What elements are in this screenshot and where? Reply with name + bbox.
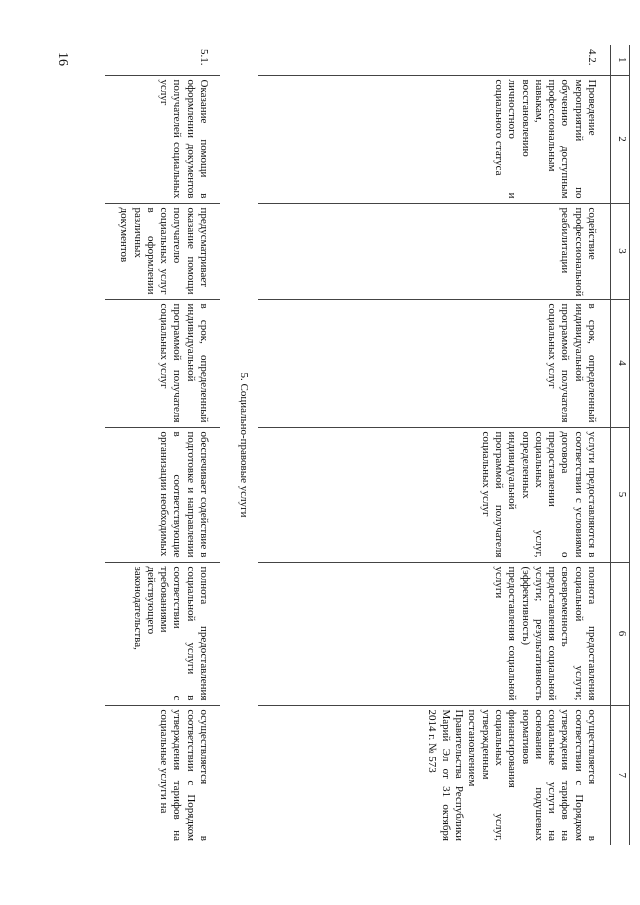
service-volume: обеспечивает содействие в подготовке и направлении в соответствующие организации необходимых (105, 427, 220, 562)
service-name: Проведение мероприятий по обучению доступным профессиональным навыкам, восстановлению личностного и социального статуса (258, 75, 611, 203)
column-header: 4 (611, 299, 630, 427)
table-row (105, 45, 220, 845)
service-quality: полнота предоставления социальной услуги; своевременность предоставления социальной услуги; результативность (эффективность) предоставления социальной услуги (258, 562, 611, 705)
service-conditions: осуществляется в соответствии с Порядком утверждения тарифов на социальные услуги на (158, 709, 210, 841)
column-header: 5 (611, 427, 630, 562)
column-header: 6 (611, 562, 630, 705)
column-header: 2 (611, 75, 630, 203)
service-quality: полнота предоставления социальной услуги в соответствии с требованиями действующего законодательства, (105, 562, 220, 705)
table-header-row (611, 45, 630, 845)
service-conditions: осуществляется в соответствии с Порядком утверждения тарифов на социальные услуги на основании подушевых нормативов финансирования социальных услуг, утвержденным постановлением Правительства Республики Марий Эл от 31 октября 2014 г. № 573 (426, 709, 598, 841)
services-table (105, 45, 630, 845)
service-description: содействие профессиональной реабилитации (258, 203, 611, 299)
service-term: в срок, определенный индивидуальной программой получателя социальных услуг (105, 299, 220, 427)
column-header: 7 (611, 705, 630, 845)
section-row (220, 45, 258, 845)
column-header: 1 (611, 45, 630, 75)
page-number: 16 (55, 52, 70, 66)
column-header: 3 (611, 203, 630, 299)
table-row (258, 45, 611, 845)
service-term: в срок, определенный индивидуальной программой получателя социальных услуг (258, 299, 611, 427)
row-number: 4.2. (258, 45, 611, 75)
rotated-page-content (100, 45, 630, 845)
service-name: Оказание помощи в оформлении документов получателей социальных услуг (105, 75, 220, 203)
service-volume: услуги предоставляются в соответствии с условиями договора о предоставлении социальных услуг, определенных индивидуальной программой получателя социальных услуг (258, 427, 611, 562)
row-number: 5.1. (105, 45, 220, 75)
section-title: 5. Социально-правовые услуги (238, 372, 250, 518)
service-description: предусматривает оказание помощи получателю социальных услуг в оформлении различных документов (105, 203, 220, 299)
